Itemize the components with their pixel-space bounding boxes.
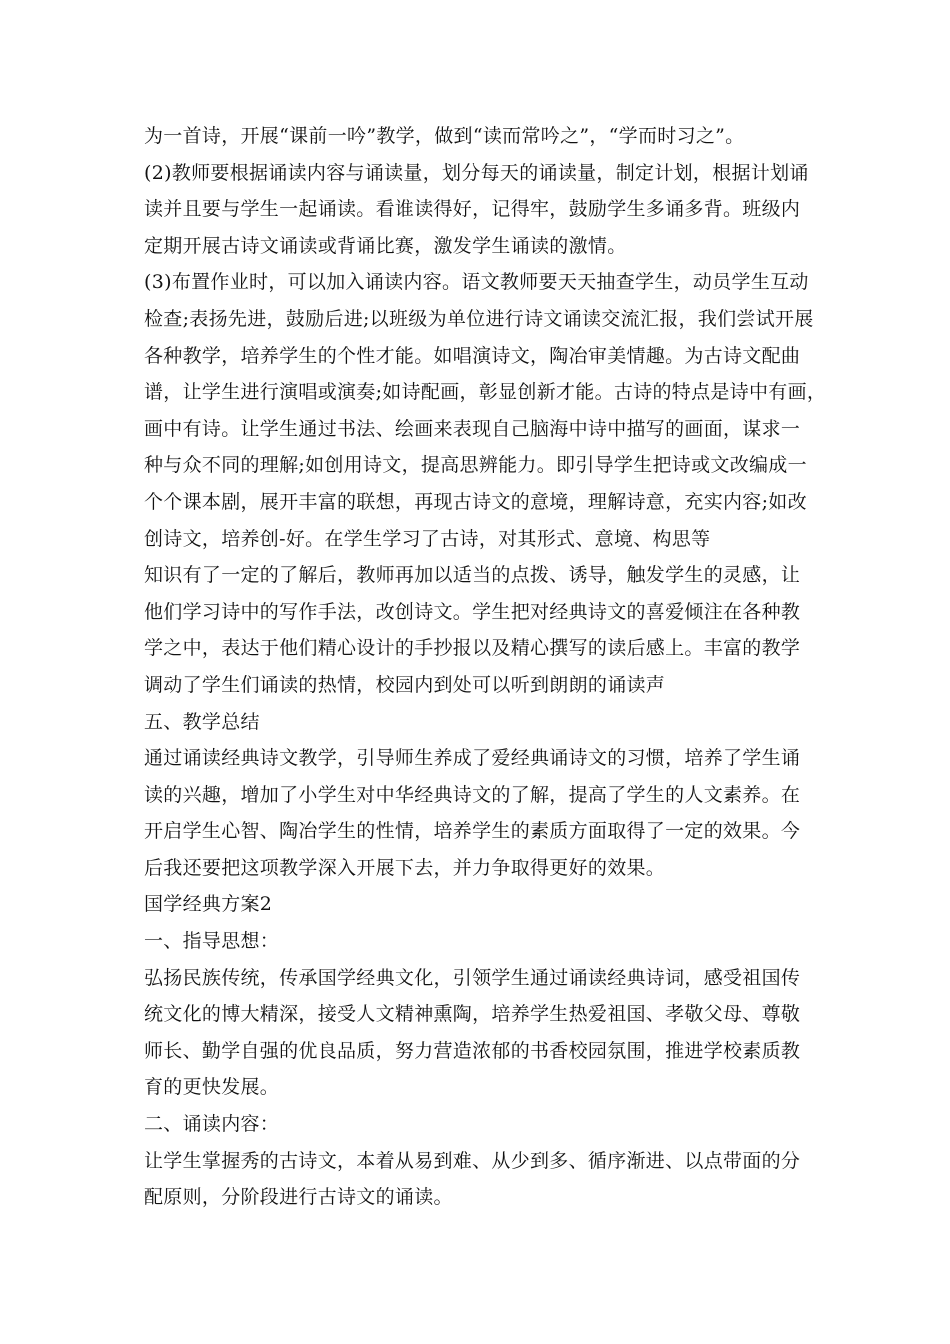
text-line: 知识有了一定的了解后，教师再加以适当的点拨、诱导，触发学生的灵感，让: [144, 564, 801, 587]
text-line: 读并且要与学生一起诵读。看谁读得好，记得牢，鼓励学生多诵多背。班级内: [144, 198, 801, 221]
text-line: 他们学习诗中的写作手法，改创诗文。学生把对经典诗文的喜爱倾注在各种教: [144, 600, 801, 623]
text-line: 开启学生心智、陶冶学生的性情，培养学生的素质方面取得了一定的效果。今: [144, 820, 801, 843]
document-body: [144, 118, 827, 1216]
text-line: 弘扬民族传统，传承国学经典文化，引领学生通过诵读经典诗词，感受祖国传: [144, 966, 801, 989]
text-line: 后我还要把这项教学深入开展下去，并力争取得更好的效果。: [144, 856, 666, 879]
text-line: 定期开展古诗文诵读或背诵比赛，激发学生诵读的激情。: [144, 234, 627, 257]
text-line: 师长、勤学自强的优良品质，努力营造浓郁的书香校园氛围，推进学校素质教: [144, 1039, 801, 1062]
text-line: 创诗文，培养创-好。在学生学习了古诗，对其形式、意境、构思等: [144, 527, 711, 550]
text-line: 检查;表扬先进，鼓励后进;以班级为单位进行诗文诵读交流汇报，我们尝试开展: [144, 307, 814, 330]
text-line: 个个课本剧，展开丰富的联想，再现古诗文的意境，理解诗意，充实内容;如改: [144, 490, 807, 513]
text-line: 各种教学，培养学生的个性才能。如唱演诗文，陶冶审美情趣。为古诗文配曲: [144, 344, 801, 367]
section-heading: 二、诵读内容：: [144, 1113, 280, 1136]
text-line: 让学生掌握秀的古诗文，本着从易到难、从少到多、循序渐进、以点带面的分: [144, 1149, 801, 1172]
text-line: 配原则，分阶段进行古诗文的诵读。: [144, 1186, 453, 1209]
section-heading: 一、指导思想：: [144, 930, 280, 953]
section-heading: 五、教学总结: [144, 710, 260, 733]
text-line: 通过诵读经典诗文教学，引导师生养成了爱经典诵诗文的习惯，培养了学生诵: [144, 747, 801, 770]
text-line: 育的更快发展。: [144, 1076, 280, 1099]
text-line: 种与众不同的理解;如创用诗文，提高思辨能力。即引导学生把诗或文改编成一: [144, 454, 807, 477]
text-line: 画中有诗。让学生通过书法、绘画来表现自己脑海中诗中描写的画面，谋求一: [144, 417, 801, 440]
text-line: (3)布置作业时，可以加入诵读内容。语文教师要天天抽查学生，动员学生互动: [144, 271, 809, 294]
text-line: 读的兴趣，增加了小学生对中华经典诗文的了解，提高了学生的人文素养。在: [144, 783, 801, 806]
document-title: 国学经典方案2: [144, 893, 273, 916]
text-line: 学之中，表达于他们精心设计的手抄报以及精心撰写的读后感上。丰富的教学: [144, 637, 801, 660]
text-line: 为一首诗，开展“课前一吟”教学，做到“读而常吟之”，“学而时习之”。: [144, 125, 745, 147]
text-line: 调动了学生们诵读的热情，校园内到处可以听到朗朗的诵读声: [144, 673, 666, 696]
text-line: 统文化的博大精深，接受人文精神熏陶，培养学生热爱祖国、孝敬父母、尊敬: [144, 1003, 801, 1026]
text-line: (2)教师要根据诵读内容与诵读量，划分每天的诵读量，制定计划，根据计划诵: [144, 161, 809, 184]
text-line: 谱，让学生进行演唱或演奏;如诗配画，彰显创新才能。古诗的特点是诗中有画，: [144, 381, 827, 404]
